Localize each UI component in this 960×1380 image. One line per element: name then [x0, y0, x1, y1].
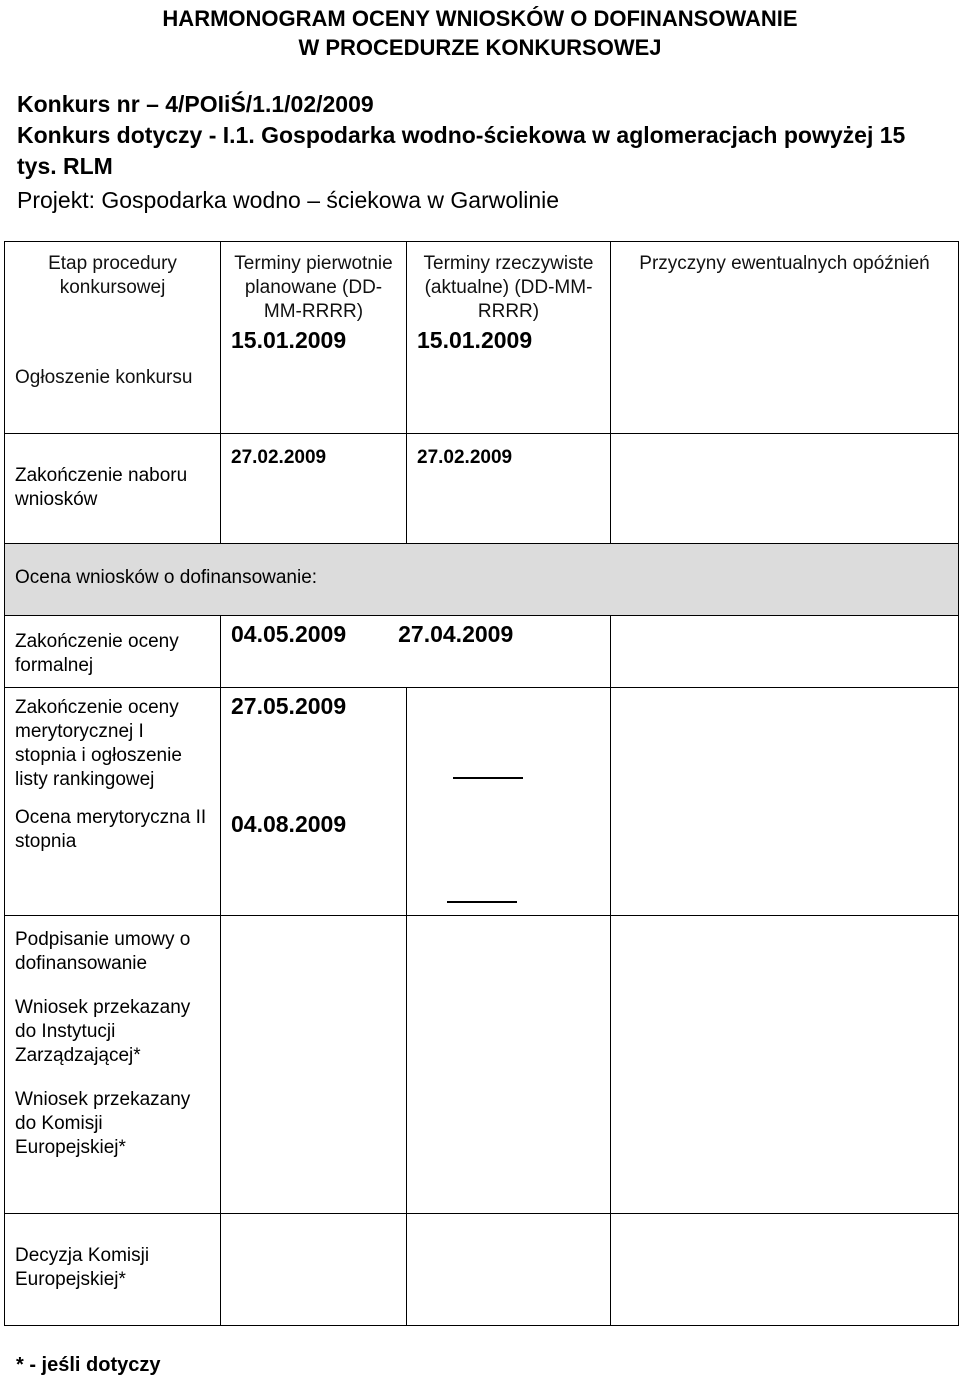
reasons-cell: [611, 688, 959, 916]
row-stage-label: Zakończenie oceny formalnej: [5, 616, 221, 688]
reasons-cell: [611, 1214, 959, 1326]
planned-date: 27.05.2009: [231, 693, 347, 719]
row-stage-label: Ogłoszenie konkursu: [15, 367, 193, 388]
stage-cell: [5, 242, 221, 434]
stage-cell: [5, 916, 221, 1214]
header-planned: Terminy pierwotnie planowane (DD-MM-RRRR): [234, 253, 393, 322]
row-stage-label: Zakończenie oceny merytorycznej I stopnia i ogłoszenie listy rankingowej: [15, 697, 182, 790]
row-stage-label: Zakończenie naboru wniosków: [5, 434, 221, 544]
planned-cell: [221, 916, 407, 1214]
actual-cell: [407, 1214, 611, 1326]
row-stage-label: Wniosek przekazany do Komisji Europejskiej*: [15, 1089, 191, 1158]
planned-date: 04.08.2009: [231, 811, 347, 837]
title-line-1: HARMONOGRAM OCENY WNIOSKÓW O DOFINANSOWANIE: [162, 6, 798, 31]
table-row: [5, 616, 959, 688]
planned-cell: [221, 688, 407, 916]
footnote: * - jeśli dotyczy: [16, 1354, 161, 1376]
reasons-cell: [611, 916, 959, 1214]
table-row: [5, 434, 959, 544]
document-title: [0, 4, 960, 62]
planned-cell: [221, 242, 407, 434]
header-row: [5, 242, 959, 434]
planned-date: 27.02.2009: [221, 434, 407, 544]
title-line-2: W PROCEDURZE KONKURSOWEJ: [298, 35, 662, 60]
table-row: [5, 1214, 959, 1326]
planned-date: 04.05.2009: [231, 621, 347, 647]
project-name: Projekt: Gospodarka wodno – ściekowa w Garwolinie: [17, 187, 560, 213]
actual-date: 27.04.2009: [398, 621, 514, 647]
actual-date: 27.02.2009: [407, 434, 611, 544]
section-label: Ocena wniosków o dofinansowanie:: [5, 544, 959, 616]
contest-subject: Konkurs dotyczy - I.1. Gospodarka wodno-ściekowa w aglomeracjach powyżej 15 tys. RLM: [17, 122, 906, 179]
planned-date: 15.01.2009: [231, 327, 347, 353]
planned-cell: [221, 1214, 407, 1326]
reasons-cell: [611, 616, 959, 688]
contest-number: Konkurs nr – 4/POIiŚ/1.1/02/2009: [17, 91, 374, 117]
row-stage-label: Podpisanie umowy o dofinansowanie: [15, 929, 191, 974]
actual-empty-dash: [417, 886, 600, 910]
header-actual: Terminy rzeczywiste (aktualne) (DD-MM-RRRR): [423, 253, 594, 322]
row-stage-label: Decyzja Komisji Europejskiej*: [5, 1214, 221, 1326]
actual-cell: [407, 242, 611, 434]
header-stage: Etap procedury konkursowej: [48, 253, 177, 298]
row-stage-label: Ocena merytoryczna II stopnia: [15, 807, 207, 852]
table-row: [5, 916, 959, 1214]
stage-cell: [5, 688, 221, 916]
row-stage-label: Wniosek przekazany do Instytucji Zarządzającej*: [15, 997, 191, 1066]
schedule-table: [4, 241, 959, 1326]
header-reasons: Przyczyny ewentualnych opóźnień: [611, 242, 959, 434]
actual-date: 15.01.2009: [417, 327, 533, 353]
section-row: [5, 544, 959, 616]
dates-cell: [221, 616, 611, 688]
actual-cell: [407, 916, 611, 1214]
actual-empty-dash: [417, 762, 600, 786]
table-row: [5, 688, 959, 916]
reasons-cell: [611, 434, 959, 544]
actual-cell: [407, 688, 611, 916]
